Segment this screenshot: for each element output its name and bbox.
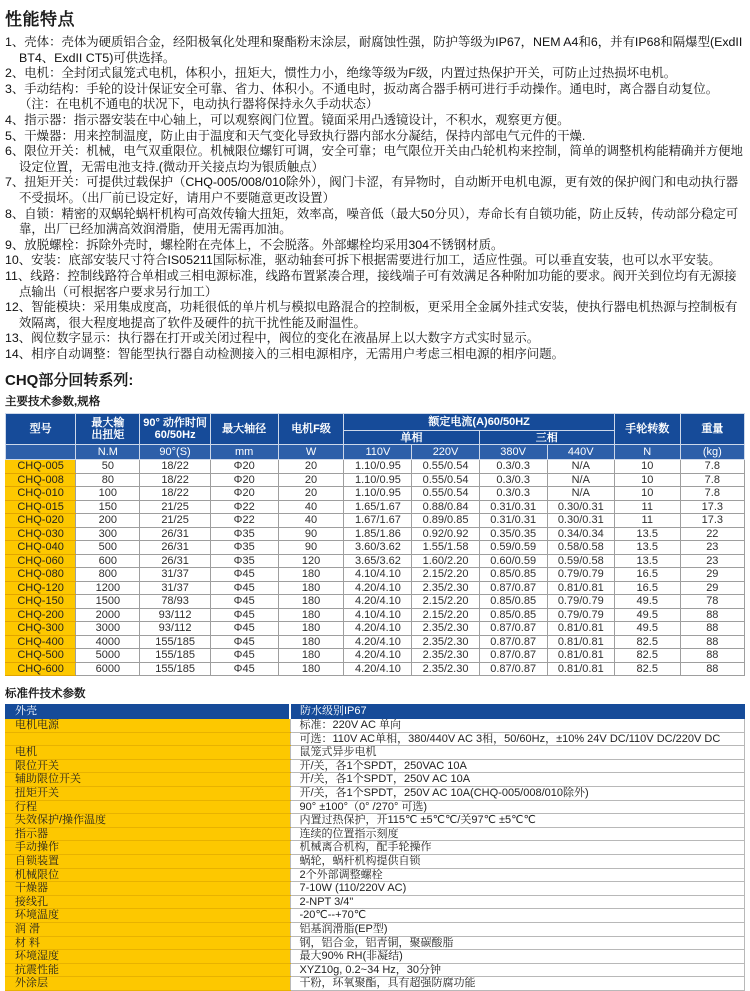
unit-220v: 220V	[412, 445, 479, 460]
cell-380v: 0.85/0.85	[479, 595, 547, 609]
cell-motor: 180	[278, 595, 344, 609]
cell-weight: 17.3	[680, 514, 744, 528]
param-value: 开/关，各1个SPDT，250V AC 10A(CHQ-005/008/010除外)	[290, 787, 745, 801]
unit-110v: 110V	[344, 445, 412, 460]
spec-table-row	[6, 500, 745, 514]
cell-weight: 23	[680, 554, 744, 568]
cell-weight: 29	[680, 568, 744, 582]
standard-table-row	[6, 773, 745, 787]
cell-handwheel: 10	[614, 460, 680, 474]
param-value: 连续的位置指示刻度	[290, 827, 745, 841]
cell-shaft: Φ35	[210, 554, 278, 568]
cell-model: CHQ-060	[6, 554, 76, 568]
cell-torque: 1500	[76, 595, 140, 609]
cell-220v: 2.35/2.30	[412, 581, 479, 595]
cell-weight: 29	[680, 581, 744, 595]
cell-torque: 200	[76, 514, 140, 528]
cell-model: CHQ-030	[6, 527, 76, 541]
cell-time: 78/93	[140, 595, 210, 609]
cell-380v: 0.3/0.3	[479, 460, 547, 474]
cell-model: CHQ-300	[6, 622, 76, 636]
param-value: 内置过热保护，开115℃ ±5℃℃/关97℃ ±5℃℃	[290, 814, 745, 828]
param-label: 干燥器	[6, 882, 291, 896]
cell-380v: 0.31/0.31	[479, 500, 547, 514]
cell-380v: 0.85/0.85	[479, 568, 547, 582]
standard-table-row	[6, 895, 745, 909]
param-label: 电机电源	[6, 719, 291, 733]
feature-item: 4、指示器：指示器安装在中心轴上，可以观察阀门位置。镜面采用凸透镜设计，不积水，观察更方便。	[5, 112, 570, 127]
cell-motor: 90	[278, 527, 344, 541]
cell-handwheel: 49.5	[614, 622, 680, 636]
param-label: 机械限位	[6, 868, 291, 882]
cell-380v: 0.87/0.87	[479, 622, 547, 636]
cell-220v: 2.35/2.30	[412, 622, 479, 636]
cell-model: CHQ-150	[6, 595, 76, 609]
param-value: 90° ±100°（0° /270° 可选)	[290, 800, 745, 814]
param-label: 辅助限位开关	[6, 773, 291, 787]
cell-time: 155/185	[140, 635, 210, 649]
col-header-motor: 电机F级	[278, 414, 344, 445]
param-value: 开/关，各1个SPDT，250VAC 10A	[290, 759, 745, 773]
cell-220v: 2.35/2.30	[412, 662, 479, 676]
cell-torque: 5000	[76, 649, 140, 663]
cell-110v: 4.20/4.10	[344, 622, 412, 636]
cell-weight: 7.8	[680, 473, 744, 487]
cell-motor: 180	[278, 622, 344, 636]
feature-item: 6、限位开关：机械，电气双重限位。机械限位螺钉可调，安全可靠；电气限位开关由凸轮机构来控制，简单的调整机构能精确并方便地设定位置，无需电池支持.(微动开关接点均为银质触点）	[5, 144, 743, 174]
cell-220v: 0.89/0.85	[412, 514, 479, 528]
cell-time: 93/112	[140, 608, 210, 622]
cell-handwheel: 16.5	[614, 568, 680, 582]
cell-weight: 88	[680, 608, 744, 622]
cell-440v: 0.79/0.79	[547, 595, 614, 609]
param-label: 限位开关	[6, 759, 291, 773]
spec-table-row	[6, 554, 745, 568]
cell-shaft: Φ45	[210, 608, 278, 622]
cell-380v: 0.3/0.3	[479, 487, 547, 501]
cell-220v: 1.55/1.58	[412, 541, 479, 555]
cell-380v: 0.31/0.31	[479, 514, 547, 528]
feature-item: 14、相序自动调整：智能型执行器自动检测接入的三相电源相序，无需用户考虑三相电源的相序问题。	[5, 346, 564, 361]
param-value: XYZ10g, 0.2~34 Hz，30分钟	[290, 963, 745, 977]
standard-table-row	[6, 732, 745, 746]
param-value: 铝基润滑脂(EP型)	[290, 922, 745, 936]
param-label: 材 料	[6, 936, 291, 950]
cell-380v: 0.59/0.59	[479, 541, 547, 555]
standard-table-row	[6, 841, 745, 855]
cell-shaft: Φ45	[210, 595, 278, 609]
standard-table-row	[6, 719, 745, 733]
param-label: 环境温度	[6, 909, 291, 923]
param-value: 蜗轮，蜗杆机构提供自锁	[290, 855, 745, 869]
cell-380v: 0.87/0.87	[479, 581, 547, 595]
spec-table-row	[6, 514, 745, 528]
standard-table-row	[6, 868, 745, 882]
unit-weight: (kg)	[680, 445, 744, 460]
cell-weight: 22	[680, 527, 744, 541]
param-value: 开/关，各1个SPDT，250V AC 10A	[290, 773, 745, 787]
cell-220v: 2.15/2.20	[412, 568, 479, 582]
cell-handwheel: 49.5	[614, 608, 680, 622]
cell-440v: 0.34/0.34	[547, 527, 614, 541]
cell-motor: 180	[278, 649, 344, 663]
param-value: 标准：220V AC 单向	[290, 719, 745, 733]
param-label: 外壳	[6, 705, 291, 719]
cell-110v: 1.65/1.67	[344, 500, 412, 514]
col-header-shaft: 最大轴径	[210, 414, 278, 445]
param-value: 2个外部调整螺栓	[290, 868, 745, 882]
cell-shaft: Φ22	[210, 514, 278, 528]
unit-model	[6, 445, 76, 460]
cell-shaft: Φ35	[210, 527, 278, 541]
cell-weight: 7.8	[680, 460, 744, 474]
cell-shaft: Φ45	[210, 635, 278, 649]
unit-torque: N.M	[76, 445, 140, 460]
cell-440v: 0.81/0.81	[547, 635, 614, 649]
cell-torque: 1200	[76, 581, 140, 595]
cell-110v: 1.10/0.95	[344, 460, 412, 474]
feature-item: 11、线路：控制线路符合单相或三相电源标准，线路布置紧凑合理，接线端子可有效满足各种附加功能的要求。阀开关到位均有无源接点输出（可根据客户要求另行加工）	[5, 268, 737, 299]
cell-handwheel: 11	[614, 514, 680, 528]
cell-time: 26/31	[140, 554, 210, 568]
spec-table-row	[6, 568, 745, 582]
spec-table-row	[6, 581, 745, 595]
cell-motor: 20	[278, 473, 344, 487]
cell-shaft: Φ20	[210, 460, 278, 474]
cell-motor: 90	[278, 541, 344, 555]
param-value: 2-NPT 3/4"	[290, 895, 745, 909]
cell-time: 155/185	[140, 662, 210, 676]
spec-table-row	[6, 487, 745, 501]
cell-handwheel: 49.5	[614, 595, 680, 609]
cell-torque: 2000	[76, 608, 140, 622]
param-label	[6, 732, 291, 746]
cell-motor: 180	[278, 581, 344, 595]
spec-table-row	[6, 622, 745, 636]
specs-subtitle: 主要技术参数,规格	[5, 396, 101, 409]
cell-time: 18/22	[140, 473, 210, 487]
feature-item: 12、智能模块：采用集成度高，功耗很低的单片机与模拟电路混合的控制板，更采用全金属外挂式安装，使执行器电机热源与控制板有效隔离，很大程度地提高了软件及硬件的抗干扰性能及耐温性。	[5, 300, 738, 330]
cell-110v: 1.67/1.67	[344, 514, 412, 528]
cell-weight: 7.8	[680, 487, 744, 501]
cell-shaft: Φ45	[210, 649, 278, 663]
feature-item: 1、壳体：壳体为硬质铝合金，经阳极氧化处理和聚酯粉末涂层，耐腐蚀性强，防护等级为IP67，NEM A4和6，并有IP68和隔爆型(ExdII BT4、ExdII CT5)可供选择。	[5, 35, 743, 65]
feature-item: 9、放脱螺栓：拆除外壳时，螺栓附在壳体上，不会脱落。外部螺栓均采用304不锈钢材质。	[5, 237, 504, 252]
cell-shaft: Φ45	[210, 568, 278, 582]
standard-table-row	[6, 705, 745, 719]
cell-model: CHQ-080	[6, 568, 76, 582]
feature-item: 10、安装：底部安装尺寸符合IS05211国际标准，驱动轴套可拆下根据需要进行加工，适应性强。可以垂直安装，也可以水平安装。	[5, 253, 721, 268]
cell-110v: 1.85/1.86	[344, 527, 412, 541]
cell-weight: 88	[680, 635, 744, 649]
cell-motor: 40	[278, 500, 344, 514]
cell-110v: 4.20/4.10	[344, 649, 412, 663]
unit-motor: W	[278, 445, 344, 460]
cell-time: 26/31	[140, 527, 210, 541]
cell-handwheel: 13.5	[614, 541, 680, 555]
cell-110v: 4.20/4.10	[344, 635, 412, 649]
cell-440v: 0.58/0.58	[547, 541, 614, 555]
param-label: 自锁装置	[6, 855, 291, 869]
cell-440v: 0.81/0.81	[547, 649, 614, 663]
cell-time: 21/25	[140, 514, 210, 528]
cell-model: CHQ-020	[6, 514, 76, 528]
col-header-torque: 最大输 出扭矩	[76, 414, 140, 445]
cell-weight: 88	[680, 649, 744, 663]
cell-time: 93/112	[140, 622, 210, 636]
cell-time: 31/37	[140, 568, 210, 582]
spec-table-row	[6, 473, 745, 487]
param-label: 行程	[6, 800, 291, 814]
cell-motor: 20	[278, 460, 344, 474]
cell-440v: 0.81/0.81	[547, 622, 614, 636]
cell-380v: 0.35/0.35	[479, 527, 547, 541]
cell-model: CHQ-005	[6, 460, 76, 474]
spec-table-row	[6, 595, 745, 609]
spec-table-row	[6, 460, 745, 474]
unit-time: 90°(S)	[140, 445, 210, 460]
cell-motor: 180	[278, 635, 344, 649]
feature-item: 8、自锁：精密的双蜗轮蜗杆机构可高效传输大扭矩，效率高，噪音低（最大50分贝），寿命长有自锁功能，防止反转，传动部分稳定可靠，出厂已经加满高效润滑脂，使用无需再加油。	[5, 206, 739, 237]
cell-motor: 180	[278, 608, 344, 622]
cell-440v: 0.30/0.31	[547, 514, 614, 528]
cell-handwheel: 13.5	[614, 527, 680, 541]
cell-440v: 0.79/0.79	[547, 568, 614, 582]
cell-440v: 0.30/0.31	[547, 500, 614, 514]
spec-table	[5, 413, 745, 676]
cell-110v: 4.10/4.10	[344, 568, 412, 582]
param-label: 抗震性能	[6, 963, 291, 977]
cell-380v: 0.3/0.3	[479, 473, 547, 487]
cell-weight: 17.3	[680, 500, 744, 514]
cell-380v: 0.60/0.59	[479, 554, 547, 568]
features-title: 性能特点	[5, 10, 75, 29]
standard-table-row	[6, 882, 745, 896]
cell-torque: 150	[76, 500, 140, 514]
cell-shaft: Φ20	[210, 487, 278, 501]
feature-item: 2、电机：全封闭式鼠笼式电机，体积小，扭矩大，惯性力小，绝缘等级为F级，内置过热保护开关，可防止过热损坏电机。	[5, 66, 677, 81]
col-header-handwheel: 手轮转数	[614, 414, 680, 445]
standard-table-row	[6, 963, 745, 977]
cell-shaft: Φ20	[210, 473, 278, 487]
unit-shaft: mm	[210, 445, 278, 460]
cell-440v: 0.81/0.81	[547, 581, 614, 595]
cell-time: 26/31	[140, 541, 210, 555]
cell-time: 21/25	[140, 500, 210, 514]
standard-table-row	[6, 950, 745, 964]
cell-time: 155/185	[140, 649, 210, 663]
cell-380v: 0.87/0.87	[479, 662, 547, 676]
unit-handwheel: N	[614, 445, 680, 460]
col-header-single-phase: 单相	[344, 431, 479, 445]
cell-380v: 0.87/0.87	[479, 649, 547, 663]
cell-380v: 0.85/0.85	[479, 608, 547, 622]
cell-shaft: Φ45	[210, 662, 278, 676]
cell-220v: 2.35/2.30	[412, 649, 479, 663]
cell-110v: 4.20/4.10	[344, 595, 412, 609]
spec-table-row	[6, 527, 745, 541]
feature-item: 5、干燥器：用来控制温度，防止由于温度和天气变化导致执行器内部水分凝结，保持内部电气元件的干燥.	[5, 128, 586, 143]
feature-item: 13、阀位数字显示：执行器在打开或关闭过程中，阀位的变化在液晶屏上以大数字方式实时显示。	[5, 331, 540, 346]
param-label: 失效保护/操作温度	[6, 814, 291, 828]
param-value: 防水级别IP67	[290, 705, 745, 719]
cell-model: CHQ-400	[6, 635, 76, 649]
cell-handwheel: 11	[614, 500, 680, 514]
cell-torque: 500	[76, 541, 140, 555]
cell-handwheel: 10	[614, 487, 680, 501]
cell-torque: 300	[76, 527, 140, 541]
cell-440v: N/A	[547, 460, 614, 474]
col-header-three-phase: 三相	[479, 431, 614, 445]
standard-table-row	[6, 814, 745, 828]
cell-torque: 6000	[76, 662, 140, 676]
col-header-model: 型号	[6, 414, 76, 445]
cell-torque: 4000	[76, 635, 140, 649]
spec-table-row	[6, 649, 745, 663]
param-label: 手动操作	[6, 841, 291, 855]
param-value: 鼠笼式异步电机	[290, 746, 745, 760]
cell-440v: 0.59/0.58	[547, 554, 614, 568]
cell-110v: 1.10/0.95	[344, 473, 412, 487]
cell-model: CHQ-010	[6, 487, 76, 501]
col-header-time: 90° 动作时间 60/50Hz	[140, 414, 210, 445]
standard-table-row	[6, 827, 745, 841]
param-value: 机械离合机构，配手轮操作	[290, 841, 745, 855]
cell-shaft: Φ45	[210, 581, 278, 595]
cell-110v: 4.10/4.10	[344, 608, 412, 622]
param-value: 钢，铝合金，铝青铜，聚碳酸脂	[290, 936, 745, 950]
spec-table-row	[6, 662, 745, 676]
cell-220v: 1.60/2.20	[412, 554, 479, 568]
feature-item: 7、扭矩开关：可提供过载保护（CHQ-005/008/010除外），阀门卡涩，有异物时，自动断开电机电源，更有效的保护阀门和电动执行器不受损坏。（出厂前已设定好，请用户不要随意更改设置）	[5, 175, 739, 205]
cell-handwheel: 10	[614, 473, 680, 487]
cell-shaft: Φ22	[210, 500, 278, 514]
spec-table-row	[6, 541, 745, 555]
param-label: 指示器	[6, 827, 291, 841]
cell-110v: 3.60/3.62	[344, 541, 412, 555]
param-label: 扭矩开关	[6, 787, 291, 801]
cell-440v: 0.81/0.81	[547, 662, 614, 676]
cell-handwheel: 82.5	[614, 649, 680, 663]
cell-torque: 100	[76, 487, 140, 501]
cell-motor: 180	[278, 568, 344, 582]
cell-weight: 88	[680, 622, 744, 636]
cell-220v: 0.55/0.54	[412, 487, 479, 501]
feature-item: 3、手动结构：手轮的设计保证安全可靠、省力、体积小。不通电时，扳动离合器手柄可进行手动操作。通电时，离合器自动复位。（注：在电机不通电的状况下，电动执行器将保持永久手动状态）	[5, 81, 719, 112]
cell-model: CHQ-008	[6, 473, 76, 487]
unit-380v: 380V	[479, 445, 547, 460]
standard-title: 标准件技术参数	[5, 688, 86, 701]
param-label: 润 滑	[6, 922, 291, 936]
cell-220v: 2.15/2.20	[412, 608, 479, 622]
cell-110v: 1.10/0.95	[344, 487, 412, 501]
standard-table-row	[6, 936, 745, 950]
cell-model: CHQ-500	[6, 649, 76, 663]
param-label: 接线孔	[6, 895, 291, 909]
cell-torque: 600	[76, 554, 140, 568]
standard-table-row	[6, 800, 745, 814]
cell-torque: 50	[76, 460, 140, 474]
cell-110v: 4.20/4.10	[344, 662, 412, 676]
col-header-rated-current: 额定电流(A)60/50HZ	[344, 414, 614, 431]
cell-handwheel: 16.5	[614, 581, 680, 595]
cell-110v: 3.65/3.62	[344, 554, 412, 568]
cell-model: CHQ-015	[6, 500, 76, 514]
cell-torque: 800	[76, 568, 140, 582]
features-list	[5, 35, 745, 362]
cell-weight: 78	[680, 595, 744, 609]
cell-440v: N/A	[547, 473, 614, 487]
cell-220v: 2.35/2.30	[412, 635, 479, 649]
standard-table-row	[6, 855, 745, 869]
cell-model: CHQ-200	[6, 608, 76, 622]
unit-440v: 440V	[547, 445, 614, 460]
cell-model: CHQ-120	[6, 581, 76, 595]
cell-shaft: Φ45	[210, 622, 278, 636]
cell-220v: 0.92/0.92	[412, 527, 479, 541]
cell-380v: 0.87/0.87	[479, 635, 547, 649]
cell-time: 18/22	[140, 460, 210, 474]
standard-table-row	[6, 977, 745, 991]
cell-motor: 40	[278, 514, 344, 528]
cell-torque: 3000	[76, 622, 140, 636]
cell-weight: 88	[680, 662, 744, 676]
cell-weight: 23	[680, 541, 744, 555]
param-label: 外涂层	[6, 977, 291, 991]
standard-table-row	[6, 922, 745, 936]
cell-motor: 20	[278, 487, 344, 501]
cell-model: CHQ-600	[6, 662, 76, 676]
standard-table-row	[6, 759, 745, 773]
cell-torque: 80	[76, 473, 140, 487]
cell-220v: 0.55/0.54	[412, 460, 479, 474]
standard-table-row	[6, 787, 745, 801]
cell-220v: 0.88/0.84	[412, 500, 479, 514]
cell-model: CHQ-040	[6, 541, 76, 555]
param-value: 最大90% RH(非凝结)	[290, 950, 745, 964]
cell-time: 31/37	[140, 581, 210, 595]
param-label: 电机	[6, 746, 291, 760]
cell-motor: 120	[278, 554, 344, 568]
series-title: CHQ部分回转系列:	[5, 372, 134, 390]
cell-440v: 0.79/0.79	[547, 608, 614, 622]
col-header-weight: 重量	[680, 414, 744, 445]
standard-table-row	[6, 909, 745, 923]
cell-440v: N/A	[547, 487, 614, 501]
cell-time: 18/22	[140, 487, 210, 501]
spec-table-row	[6, 608, 745, 622]
param-label: 环境湿度	[6, 950, 291, 964]
cell-220v: 2.15/2.20	[412, 595, 479, 609]
cell-handwheel: 13.5	[614, 554, 680, 568]
cell-220v: 0.55/0.54	[412, 473, 479, 487]
spec-table-row	[6, 635, 745, 649]
param-value: -20℃--+70℃	[290, 909, 745, 923]
cell-110v: 4.20/4.10	[344, 581, 412, 595]
cell-handwheel: 82.5	[614, 635, 680, 649]
param-value: 干粉，环氧聚酯，具有超强防腐功能	[290, 977, 745, 991]
standard-table-row	[6, 746, 745, 760]
param-value: 7-10W (110/220V AC)	[290, 882, 745, 896]
cell-motor: 180	[278, 662, 344, 676]
standard-table	[5, 704, 745, 990]
param-value: 可选：110V AC单相，380/440V AC 3相，50/60Hz，±10% 24V DC/110V DC/220V DC	[290, 732, 745, 746]
cell-shaft: Φ35	[210, 541, 278, 555]
cell-handwheel: 82.5	[614, 662, 680, 676]
